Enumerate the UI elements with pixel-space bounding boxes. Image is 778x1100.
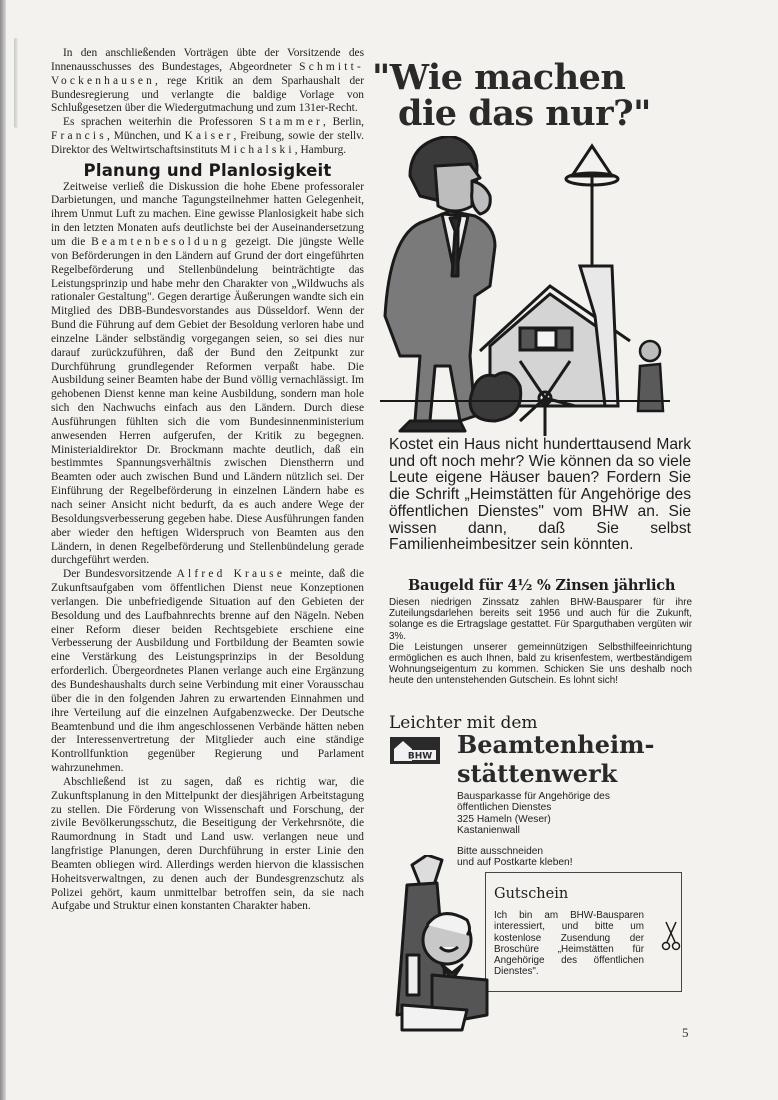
page-shadow [14, 38, 18, 128]
company-address [457, 791, 610, 836]
spaced-name: Michalski [220, 143, 295, 156]
section-heading: Planung und Planlosigkeit [83, 160, 332, 180]
brand-name [457, 730, 707, 788]
article-intro [51, 47, 364, 158]
house-icon [480, 146, 630, 406]
page-number: 5 [682, 1025, 689, 1040]
cutout-note-line: und auf Postkarte kleben! [457, 857, 573, 869]
spaced-name: Beamtenbesoldung [91, 235, 230, 248]
ad-headline [372, 57, 712, 134]
ad-headline-line1: "Wie machen [372, 57, 626, 98]
svg-text:BHW: BHW [407, 751, 433, 762]
spaced-name: Stammer [259, 116, 324, 129]
spaced-name: Schmitt-Vockenhausen [51, 60, 364, 87]
article-paragraph: Abschließend ist zu sagen, daß es richtig war, die Zukunftsplanung in den Mittelpunkt der diesjährigen Arbeitstagung zu stellen. Die Förderung von Wissenschaft und Forschung, der zivile Bevölkerungsschutz, die Beseitigung der Verkehrsnöte, die Raumordnung in Stadt und Land usw. verlangen neue und langfristige Planungen, deren Durchführung in erster Linie den Beamten obliegen wird. Allerdings werden hiervon die klassischen Hoheitsverwaltngen, zu denen auch der Bundesgrenzschutz als Polizei gehört, kaum unmittelbar betroffen sein, da sie nach Aufgabe und Struktur einen konstanten Charakter haben. [51, 775, 364, 913]
article-paragraph: Der Bundesvorsitzende Alfred Krause meinte, daß die Zukunftsaufgaben vom öffentlichen Dienst neue Konzeptionen verlangen. Die unbefriedigende Situation auf den Gebieten der Besoldung und des Laufbahnrechts brenne auf den Nägeln. Neben einer Reform dieser beiden Rechtsgebiete erschiene eine Verbesserung der Ausbildung und Fortbildung der Beamten sowie eine Verstärkung des Leistungsprinzips in der Besoldung erforderlich. Übergeordnetes Planen verlange auch eine Ergänzung des Bundeshaushalts durch seine Verbindung mit einer Vorausschau über die in den folgenden Jahren zu erwartenden Einnahmen und ihre Verteilung auf die einzelnen Aufgabenzwecke. Der Deutsche Beamtenbund und die ihm angeschlossenen Verbände hätten neben der Interessenvertretung der Mitglieder auch eine ständige Kontrollfunktion gegenüber Regierung und Parlament wahrzunehmen. [51, 568, 365, 775]
address-line: Bausparkasse für Angehörige des [457, 791, 610, 802]
address-line: 325 Hameln (Weser) [457, 813, 551, 825]
spaced-name: Alfred Krause [176, 568, 286, 581]
coupon-text: Ich bin am BHW-Bausparen interessiert, und bitte um kostenlose Zusendung der Broschüre „Heimstätten für Angehörige des öffentlichen Dienstes". [494, 910, 644, 978]
article-paragraph: Zeitweise verließ die Diskussion die hohe Ebene professoraler Darbietungen, und manche Tagungsteilnehmer hatten Gelegenheit, ihrem Unmut Luft zu machen. Eine gewisse Planlosigkeit habe sich in den letzten Monaten aufs deutlichste bei der Auseinandersetzung um die Beamtenbesoldung gezeigt. Die jüngste Welle von Beförderungen in den Ländern auf Grund der dort eingeführten Regelbeförderung und Stellenbündelung beinträchtigte das Leistungsprinzip und habe mehr den Charakter von „Wildwuchs als rationaler Gestaltung". Gegen derartige Äußerungen wandte sich ein Mitglied des DBB-Bundesvorstandes aus Düsseldorf. Wenn der Bund die Führung auf dem Gebiet der Besoldung verloren habe und einzelne Länder selbständig vorgegangen seien, so sei dies nur darauf zurückzuführen, daß der Bund den Zeitpunkt zur Durchführung grundlegender Reformen verpaßt habe. Die Ausbildung seiner Beamten habe der Bund völlig vernachlässigt. Im gehobenen Dienst kenne man keine Ausbildung, sondern man hole sich den Nachwuchs einfach aus den Ländern. Durch diese Ausführungen fühlten sich die vom Bundesinnenministerium anwesenden Herren aufgerufen, der Kritik zu begegnen. Ministerialdirektor Dr. Brockmann machte deutlich, daß ein bestimmtes Spannungsverhältnis zwischen Dienstherrn und Beamten oder auch zwischen Bund und Ländern nützlich sei. Der Einführung der Regelbeförderung in einzelnen Ländern habe es nach seiner Ansicht nicht bedurft, da es auch andere Wege der Besoldungsverbesserung gegeben habe. Diese Ausführungen fanden aber wieder den heftigen Widerspruch von Beamten aus den Ländern, in denen Regelbeförderung und Stellenbündelung gerade durchgeführt werden. [51, 180, 364, 567]
article-column [51, 47, 364, 914]
brand-line2: stättenwerk [457, 759, 618, 788]
scissors-icon [660, 920, 682, 952]
page-edge [0, 0, 6, 1100]
bhw-logo-icon [390, 737, 440, 764]
brand-line1: Beamtenheim- [457, 730, 655, 759]
ad-headline-line2: die das nur?" [398, 93, 651, 134]
leichter-mit-dem: Leichter mit dem [389, 713, 538, 733]
article-paragraph: Es sprachen weiterhin die Professoren Stammer, Berlin, Francis, München, und Kaiser, Freibung, sowie der stellv. Direktor des Weltwirtschaftsinstituts Michalski, Hamburg. [51, 116, 364, 156]
baugeld-text-paragraph-1: Diesen niedrigen Zinssatz zahlen BHW-Bausparer für ihre Zuteilungsdarlehen bereits seit 1956 und auch für die Zukunft, solange es die Ertragslage gestattet. Für Sparguthaben vergüten wir 3%. [389, 597, 692, 642]
mascot-holding-coupon-icon [392, 855, 502, 1050]
coupon-title: Gutschein [494, 886, 569, 902]
baugeld-heading: Baugeld für 4½ % Zinsen jährlich [408, 577, 676, 594]
spaced-name: Kaiser [184, 130, 234, 143]
cutout-note-line: Bitte ausschneiden [457, 846, 544, 857]
address-line: Kastanienwall [457, 824, 520, 836]
article-section-body [51, 181, 364, 915]
baugeld-text [389, 597, 692, 687]
address-line: öffentlichen Dienstes [457, 802, 552, 814]
baugeld-text-paragraph-2: Die Leistungen unserer gemeinnützigen Selbsthilfeeinrichtung ermöglichen es auch Ihnen, bald zu krisenfestem, wertbeständigem Wohnungseigentum zu kommen. Schicken Sie uns deshalb noch heute den untenstehenden Gutschein. Es lohnt sich! [389, 641, 692, 687]
man-and-house-illustration [380, 136, 680, 436]
spaced-name: Francis [51, 130, 107, 143]
article-paragraph: In den anschließenden Vorträgen übte der Vorsitzende des Innenausschusses des Bundestages, Abgeordneter Schmitt-Vockenhausen, rege Kritik an dem Sparhaushalt der Bundesregierung und verlangte die baldige Vorlage von Schlußgesetzen über die Wiedergutmachung und zum 131er-Recht. [51, 47, 364, 115]
ad-body-text: Kostet ein Haus nicht hunderttausend Mark und oft noch mehr? Wie können da so viele Leute eigene Häuser bauen? Fordern Sie die Schrift „Heimstätten für Angehörige des öffentlichen Dienstes" vom BHW an. Sie wissen dann, daß Sie selbst Familienheimbesitzer sein könnten. [389, 436, 691, 554]
